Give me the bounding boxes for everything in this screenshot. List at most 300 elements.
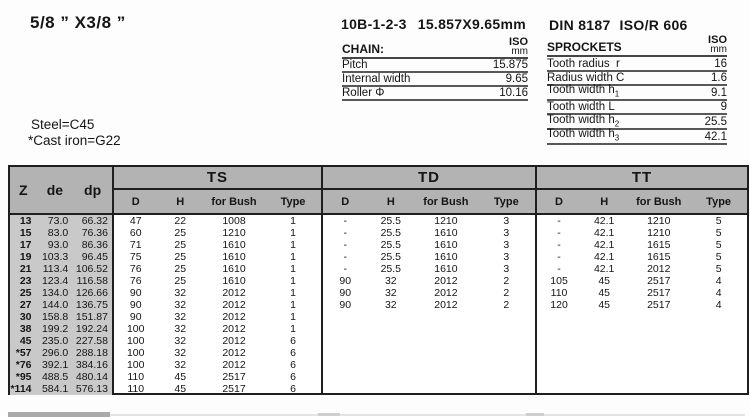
cell: 6 xyxy=(290,335,296,347)
cell: 32 xyxy=(174,299,187,311)
table-row xyxy=(10,323,747,335)
cell: 1 xyxy=(290,287,296,299)
section-cells-td xyxy=(321,275,535,287)
cell-z: 19 xyxy=(19,251,32,263)
cell: 45 xyxy=(598,275,611,287)
section-cells-tt xyxy=(535,215,747,227)
table-row xyxy=(10,275,747,287)
spec-row-label: Tooth width $h_2$ xyxy=(547,113,620,128)
row-id-cells xyxy=(10,347,114,359)
cell: 25.5 xyxy=(380,215,402,227)
cell: 2517 xyxy=(647,275,671,287)
unit-label xyxy=(509,38,528,57)
cell-z: 13 xyxy=(19,215,32,227)
sprockets-spec-rows xyxy=(547,57,727,145)
cell: 4 xyxy=(715,299,722,311)
cell: 110 xyxy=(127,383,145,395)
cell: 42.1 xyxy=(593,263,615,275)
cell-dp: 151.87 xyxy=(75,311,108,323)
cell: 5 xyxy=(715,251,722,263)
col-group-ts xyxy=(114,167,321,213)
section-cells-tt xyxy=(535,311,747,323)
cell: 32 xyxy=(174,323,187,335)
cell: 5 xyxy=(715,215,722,227)
cell: 1610 xyxy=(434,251,458,263)
cell-z: 25 xyxy=(19,287,32,299)
cell: 100 xyxy=(126,335,145,347)
cell-dp: 66.32 xyxy=(81,215,108,227)
material-note-cast-iron: *Cast iron=G22 xyxy=(28,133,121,148)
cell-z: 23 xyxy=(19,275,32,287)
section-cells-td xyxy=(321,239,535,251)
cell: 2 xyxy=(503,275,510,287)
cell: 1 xyxy=(290,299,296,311)
table-row xyxy=(10,263,747,275)
section-cells-ts xyxy=(114,263,321,275)
spec-row-label: Tooth radius r xyxy=(547,57,620,70)
cell: 6 xyxy=(290,347,296,359)
cell: 25 xyxy=(174,239,187,251)
cell: 32 xyxy=(174,359,187,371)
cell: 100 xyxy=(126,359,145,371)
section-cells-ts xyxy=(114,239,321,251)
section-cells-td xyxy=(321,227,535,239)
row-id-cells xyxy=(10,251,114,263)
chain-size: 15.857X9.65mm xyxy=(417,16,526,32)
section-cells-ts xyxy=(114,251,321,263)
cell-de: 392.1 xyxy=(41,359,69,371)
section-cells-ts xyxy=(114,383,321,395)
section-cells-td xyxy=(321,347,535,359)
cell-z: *57 xyxy=(15,347,32,359)
cell: - xyxy=(343,251,347,263)
cell: 2517 xyxy=(647,287,671,299)
section-cells-td xyxy=(321,287,535,299)
row-id-cells xyxy=(10,227,114,239)
cell: 75 xyxy=(129,251,142,263)
column-header-d: D xyxy=(131,195,140,208)
cell: 1610 xyxy=(434,263,458,275)
cell: 2517 xyxy=(222,371,246,383)
cell-z: *114 xyxy=(10,383,32,395)
section-cells-tt xyxy=(535,335,747,347)
row-id-cells xyxy=(10,383,114,395)
cell: 60 xyxy=(129,227,142,239)
section-cells-tt xyxy=(535,227,747,239)
cell: - xyxy=(343,227,347,239)
cell: 1 xyxy=(290,251,296,263)
column-header-z: Z xyxy=(18,182,28,198)
cell: 2012 xyxy=(222,287,246,299)
spec-row xyxy=(547,130,727,145)
cell: 32 xyxy=(384,275,397,287)
unit-mm: mm xyxy=(710,44,727,55)
cell: 3 xyxy=(503,227,510,239)
section-cells-ts xyxy=(114,347,321,359)
table-row xyxy=(10,239,747,251)
cell: 2012 xyxy=(434,287,458,299)
cell-de: 199.2 xyxy=(41,323,69,335)
cell: 1 xyxy=(290,239,296,251)
cell: 42.1 xyxy=(593,239,615,251)
section-cells-ts xyxy=(114,275,321,287)
cell: 90 xyxy=(339,287,352,299)
row-id-cells xyxy=(10,311,114,323)
cell-de: 73.0 xyxy=(47,215,69,227)
cell: 90 xyxy=(129,311,142,323)
spec-row-label: Pitch xyxy=(342,59,368,71)
z-de-dp-header-cell xyxy=(10,167,114,213)
cell: 2012 xyxy=(434,275,458,287)
cell: 1210 xyxy=(647,227,671,239)
main-table-header xyxy=(10,167,747,215)
unit-iso: ISO xyxy=(509,36,528,48)
cell-dp: 96.45 xyxy=(81,251,108,263)
cell-de: 123.4 xyxy=(41,275,69,287)
row-id-cells xyxy=(10,359,114,371)
cell: 1610 xyxy=(222,251,246,263)
cell: 2517 xyxy=(222,383,246,395)
section-cells-td xyxy=(321,383,535,395)
material-note-steel: Steel=C45 xyxy=(31,117,95,132)
cell-dp: 76.36 xyxy=(81,227,108,239)
cell: 2012 xyxy=(222,323,246,335)
cell: 1610 xyxy=(222,239,246,251)
cell: 1610 xyxy=(434,227,458,239)
cell: 22 xyxy=(174,215,187,227)
cell: 110 xyxy=(127,371,145,383)
section-cells-ts xyxy=(114,335,321,347)
row-id-cells xyxy=(10,299,114,311)
cell: 32 xyxy=(174,311,187,323)
section-cells-td xyxy=(321,299,535,311)
section-cells-tt xyxy=(535,299,747,311)
cell-de: 158.8 xyxy=(41,311,69,323)
column-header-d: D xyxy=(555,195,563,208)
spec-row-label: Roller Φ xyxy=(342,87,385,99)
chain-spec-title: CHAIN: xyxy=(342,42,384,56)
cell: - xyxy=(557,263,561,275)
cell: - xyxy=(557,251,561,263)
section-cells-tt xyxy=(535,275,747,287)
cell: 25.5 xyxy=(380,227,402,239)
section-cells-td xyxy=(321,263,535,275)
row-id-cells xyxy=(10,371,114,383)
table-row xyxy=(10,227,747,239)
cell: 2012 xyxy=(647,263,671,275)
chain-spec-table xyxy=(342,38,528,101)
cell: 76 xyxy=(129,275,142,287)
section-cells-tt xyxy=(535,347,747,359)
cell: 1210 xyxy=(434,215,458,227)
section-cells-td xyxy=(321,335,535,347)
cell-de: 93.0 xyxy=(47,239,69,251)
cell: 4 xyxy=(715,287,722,299)
spec-row-value: 9 xyxy=(720,101,727,114)
sprockets-spec-title: SPROCKETS xyxy=(547,40,622,54)
chain-spec-header xyxy=(342,38,528,59)
cell-dp: 576.13 xyxy=(75,383,108,395)
spec-row-label-subscript: 3 xyxy=(614,133,620,143)
cell-z: 38 xyxy=(19,323,32,335)
section-cells-tt xyxy=(535,287,747,299)
cell: 45 xyxy=(174,371,187,383)
cell: 1615 xyxy=(647,251,671,263)
spec-row-label-subscript: 2 xyxy=(614,118,620,128)
section-cells-ts xyxy=(114,359,321,371)
column-header-dp: dp xyxy=(84,182,102,198)
spec-row-label-subscript: 1 xyxy=(614,89,620,99)
cell: 25 xyxy=(174,275,187,287)
cell: - xyxy=(343,239,347,251)
col-group-td-title: TD xyxy=(323,167,535,190)
section-cells-td xyxy=(321,323,535,335)
cell: 4 xyxy=(715,275,722,287)
chain-model-heading xyxy=(341,16,526,32)
cell-de: 144.0 xyxy=(41,299,69,311)
section-cells-tt xyxy=(535,251,747,263)
column-header-type: Type xyxy=(706,195,732,208)
cell: 42.1 xyxy=(593,227,615,239)
column-header-type: Type xyxy=(493,195,519,208)
cell: 105 xyxy=(550,275,568,287)
spec-row-label: Tooth width $h_1$ xyxy=(547,84,620,99)
cell: 1008 xyxy=(222,215,246,227)
cell: 25 xyxy=(174,251,187,263)
cell: 3 xyxy=(503,215,510,227)
cell-dp: 136.75 xyxy=(75,299,108,311)
cell-dp: 227.58 xyxy=(75,335,108,347)
cell: 32 xyxy=(174,335,187,347)
cell: 2012 xyxy=(222,347,246,359)
cell: 1 xyxy=(290,311,296,323)
cell: 25.5 xyxy=(380,239,402,251)
cell: 5 xyxy=(715,263,722,275)
cell-dp: 116.58 xyxy=(76,275,108,287)
table-row xyxy=(10,359,747,371)
cell-de: 83.0 xyxy=(47,227,69,239)
spec-row-label: Radius width C xyxy=(547,72,625,85)
row-id-cells xyxy=(10,215,114,227)
cutoff-next-table-tick xyxy=(526,413,544,416)
cell: 90 xyxy=(339,275,352,287)
section-cells-tt xyxy=(535,359,747,371)
section-cells-td xyxy=(321,371,535,383)
cell: 1 xyxy=(290,323,296,335)
cell: 100 xyxy=(126,347,145,359)
cell-dp: 126.66 xyxy=(75,287,108,299)
spec-row xyxy=(547,57,727,72)
cell: 1 xyxy=(290,275,296,287)
cell: 90 xyxy=(129,299,142,311)
spec-row-label: Tooth width L xyxy=(547,101,615,114)
cell-z: 45 xyxy=(19,335,32,347)
column-header-d: D xyxy=(341,195,350,208)
cell: 1610 xyxy=(434,239,458,251)
standard-din: DIN 8187 xyxy=(549,17,611,33)
column-header-de: de xyxy=(46,182,64,198)
cell-z: 21 xyxy=(19,263,32,275)
column-header-for-bush: for Bush xyxy=(211,195,257,208)
cell: - xyxy=(557,215,561,227)
section-cells-ts xyxy=(114,311,321,323)
cell: 76 xyxy=(129,263,142,275)
cutoff-next-table-line xyxy=(110,414,745,416)
cell: 25.5 xyxy=(380,263,402,275)
col-group-ts-title: TS xyxy=(114,167,321,190)
cell: 25.5 xyxy=(380,251,402,263)
sprockets-spec-table xyxy=(547,36,727,145)
spec-row-value: 42.1 xyxy=(704,130,727,143)
cell-dp: 106.52 xyxy=(75,263,108,275)
cell: 3 xyxy=(503,263,510,275)
row-id-cells xyxy=(10,263,114,275)
cell-de: 235.0 xyxy=(41,335,69,347)
cell: 71 xyxy=(129,239,142,251)
col-group-ts-subheaders xyxy=(114,190,321,213)
cell-dp: 192.24 xyxy=(75,323,108,335)
row-id-cells xyxy=(10,323,114,335)
cell: 2012 xyxy=(434,299,458,311)
spec-row xyxy=(342,87,528,101)
spec-row-value: 16 xyxy=(714,57,727,70)
cell: 1210 xyxy=(222,227,246,239)
cell-z: 30 xyxy=(19,311,32,323)
cell: 1210 xyxy=(647,215,671,227)
cell: 32 xyxy=(174,347,187,359)
cell: 5 xyxy=(715,227,722,239)
cell: 25 xyxy=(174,263,187,275)
cell: 6 xyxy=(290,359,296,371)
material-notes xyxy=(28,117,121,149)
section-cells-td xyxy=(321,215,535,227)
cell: 1610 xyxy=(222,275,246,287)
main-table xyxy=(8,165,749,395)
section-cells-td xyxy=(321,359,535,371)
cell: 47 xyxy=(129,215,142,227)
cell: 45 xyxy=(174,383,187,395)
col-group-tt-subheaders xyxy=(537,190,747,213)
row-id-cells xyxy=(10,239,114,251)
col-group-td xyxy=(321,167,535,213)
column-header-type: Type xyxy=(280,195,306,208)
cell-de: 296.0 xyxy=(41,347,69,359)
section-cells-tt xyxy=(535,371,747,383)
cell: 42.1 xyxy=(593,215,615,227)
table-row xyxy=(10,335,747,347)
column-header-for-bush: for Bush xyxy=(423,195,469,208)
section-cells-ts xyxy=(114,371,321,383)
cell: 32 xyxy=(384,287,397,299)
column-header-for-bush: for Bush xyxy=(636,195,682,208)
table-row xyxy=(10,371,747,383)
cell: 45 xyxy=(598,287,611,299)
cell: 32 xyxy=(174,287,187,299)
cell-de: 103.3 xyxy=(41,251,69,263)
cell: 42.1 xyxy=(593,251,615,263)
cell: 6 xyxy=(290,383,296,395)
cell: 2012 xyxy=(222,311,246,323)
section-cells-tt xyxy=(535,239,747,251)
cell-z: 15 xyxy=(19,227,32,239)
cell: 25 xyxy=(174,227,187,239)
section-cells-ts xyxy=(114,215,321,227)
spec-row-label: Internal width xyxy=(342,73,411,85)
cell-dp: 288.18 xyxy=(75,347,108,359)
cell: 1 xyxy=(290,215,296,227)
table-row xyxy=(10,251,747,263)
spec-row-value: 1.6 xyxy=(711,72,727,85)
col-group-tt-title: TT xyxy=(537,167,747,190)
row-id-cells xyxy=(10,335,114,347)
cell-dp: 480.14 xyxy=(75,371,108,383)
spec-row-label: Tooth width $h_3$ xyxy=(547,128,620,143)
cell-z: 17 xyxy=(19,239,32,251)
section-cells-ts xyxy=(114,227,321,239)
section-cells-tt xyxy=(535,383,747,395)
spec-row xyxy=(342,73,528,87)
spec-row-value: 9.1 xyxy=(711,86,727,99)
row-id-cells xyxy=(10,275,114,287)
section-cells-ts xyxy=(114,323,321,335)
cell: 2517 xyxy=(647,299,671,311)
column-header-h: H xyxy=(600,195,609,208)
cell-de: 488.5 xyxy=(41,371,69,383)
cell: 32 xyxy=(384,299,397,311)
spec-row-value: 25.5 xyxy=(704,115,727,128)
cell: - xyxy=(343,215,347,227)
cell: 3 xyxy=(503,239,510,251)
spec-row-value: 10.16 xyxy=(499,87,528,99)
cell: 2 xyxy=(503,299,510,311)
section-cells-tt xyxy=(535,323,747,335)
section-cells-ts xyxy=(114,299,321,311)
cell-de: 134.0 xyxy=(41,287,69,299)
cell: 1 xyxy=(290,263,296,275)
section-cells-ts xyxy=(114,287,321,299)
cell: 2 xyxy=(503,287,510,299)
spec-row xyxy=(547,86,727,101)
cell: 90 xyxy=(339,299,352,311)
column-header-h: H xyxy=(176,195,185,208)
cell: 5 xyxy=(715,239,722,251)
col-group-tt xyxy=(535,167,747,213)
cell-dp: 86.36 xyxy=(81,239,108,251)
table-row xyxy=(10,299,747,311)
section-cells-td xyxy=(321,311,535,323)
cell: 45 xyxy=(598,299,611,311)
table-row xyxy=(10,287,747,299)
table-row xyxy=(10,215,747,227)
table-row xyxy=(10,347,747,359)
cutoff-next-table-bar xyxy=(8,412,110,417)
cell: 1615 xyxy=(647,239,671,251)
unit-label xyxy=(708,36,727,55)
cell: - xyxy=(343,263,347,275)
cell-de: 113.4 xyxy=(42,263,69,275)
chain-spec-rows xyxy=(342,59,528,101)
cell-z: *76 xyxy=(15,359,32,371)
page-title: 5/8 ” X3/8 ” xyxy=(30,13,126,32)
standard-iso: ISO/R 606 xyxy=(619,17,688,33)
spec-row-value: 9.65 xyxy=(505,73,528,85)
spec-row xyxy=(342,59,528,73)
cell-z: 27 xyxy=(19,299,32,311)
table-row xyxy=(10,311,747,323)
table-row xyxy=(10,383,747,395)
cell: 90 xyxy=(129,287,142,299)
cell: 6 xyxy=(290,371,296,383)
